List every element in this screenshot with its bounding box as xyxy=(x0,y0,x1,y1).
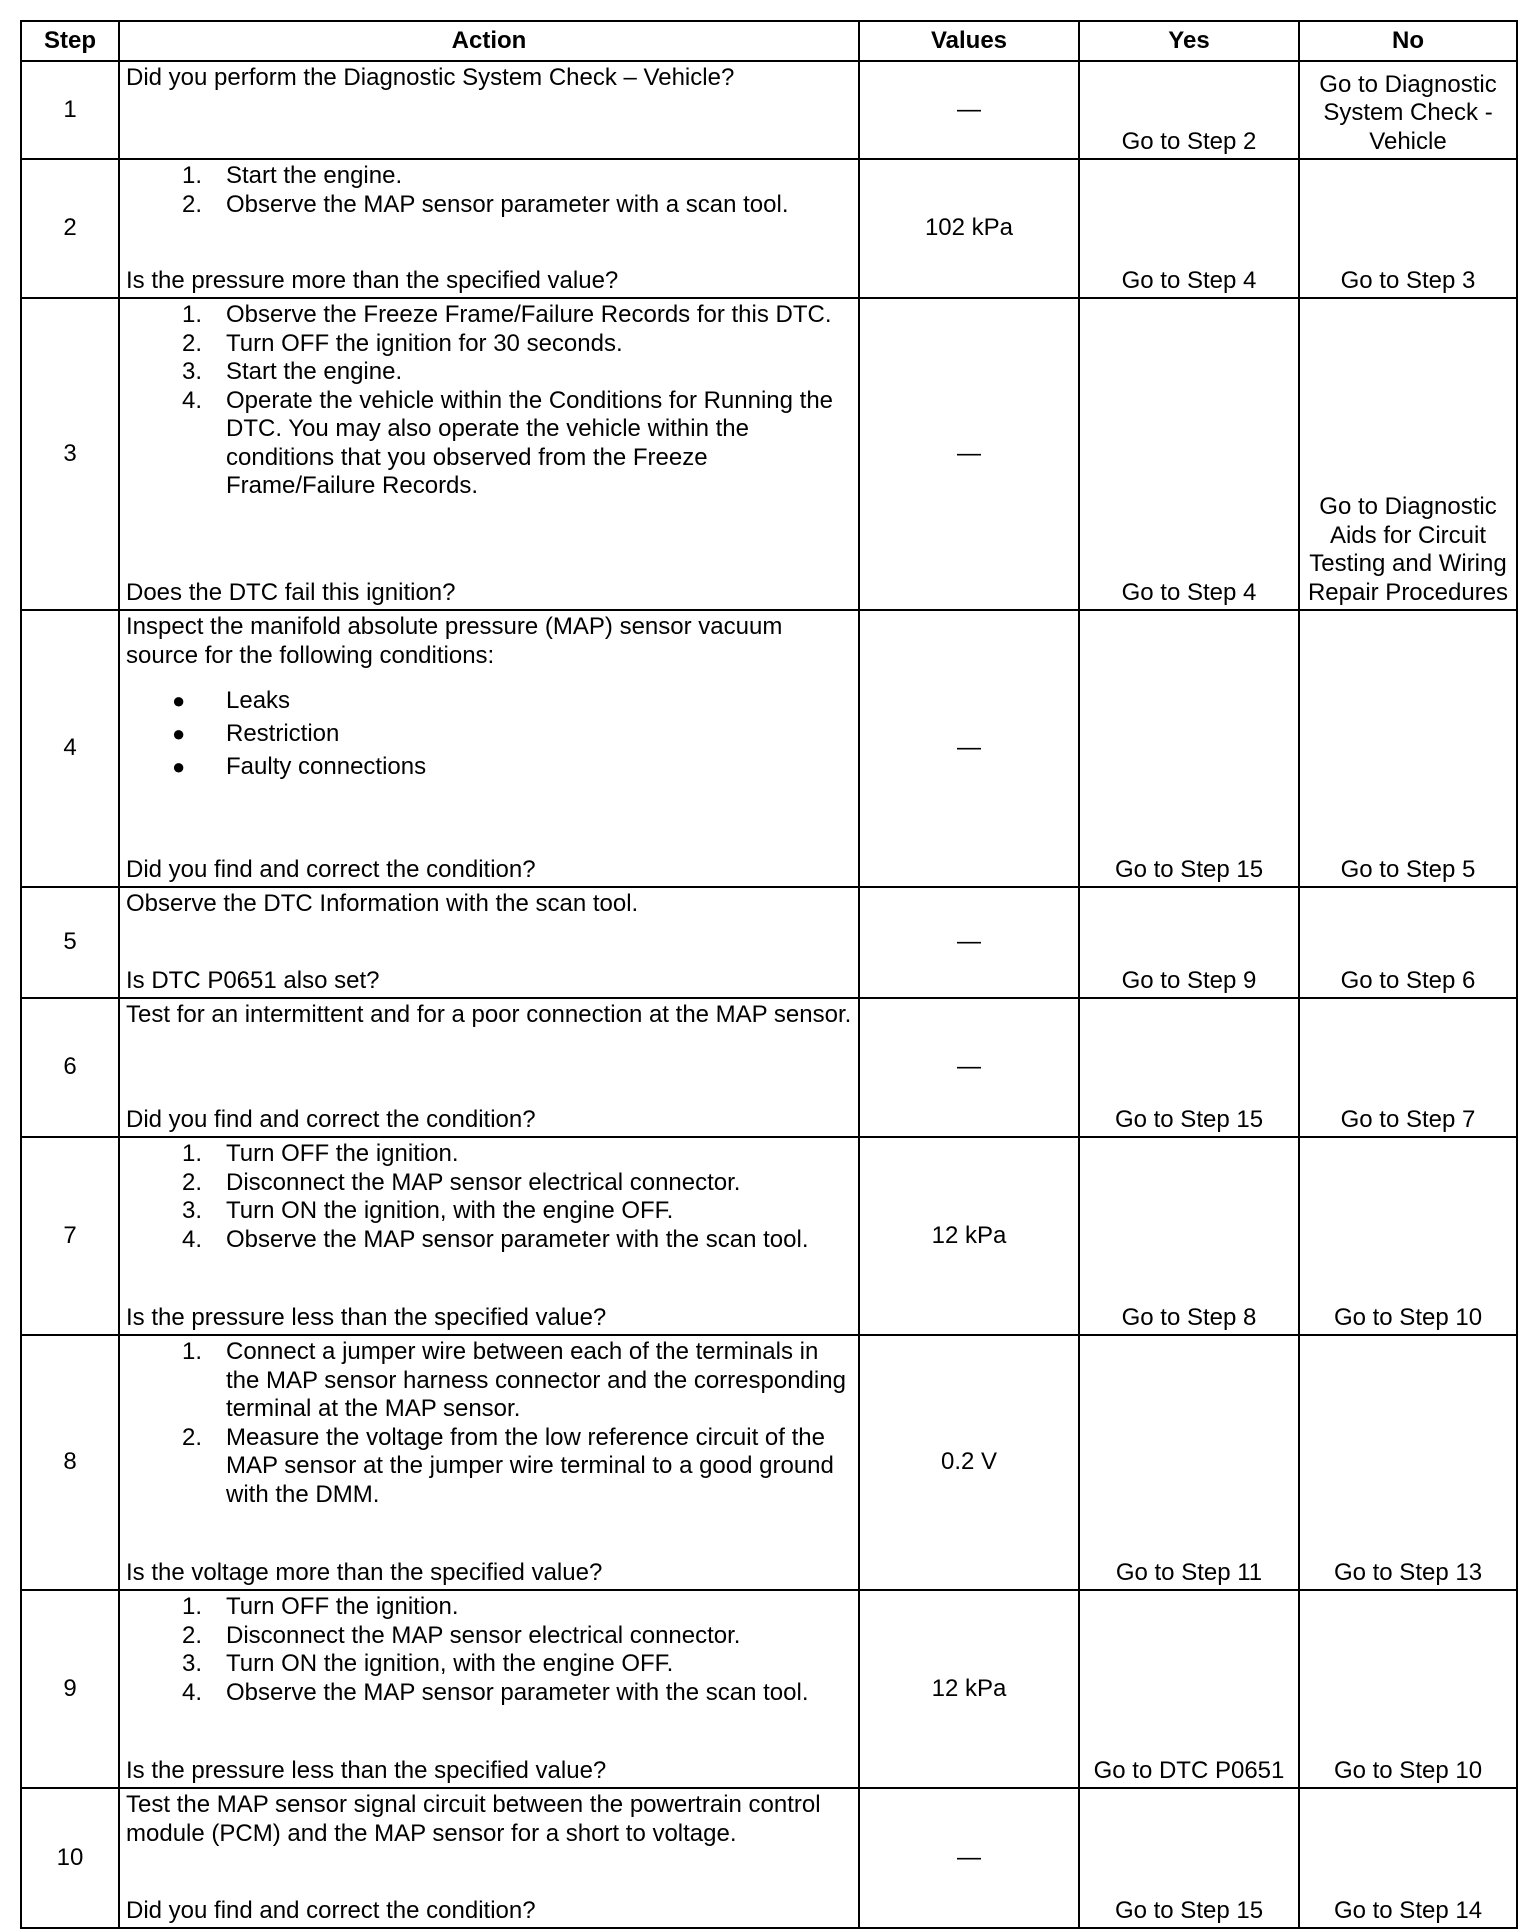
diagnostic-table xyxy=(20,20,1518,1929)
action-cell xyxy=(119,998,859,1137)
header-row xyxy=(21,21,1517,61)
action-steps xyxy=(126,162,852,219)
action-cell xyxy=(119,1335,859,1590)
action-question: Is the pressure less than the specified value? xyxy=(126,1756,607,1784)
list-item: ● Leaks xyxy=(172,687,291,714)
yes-cell xyxy=(1079,298,1299,610)
action-steps xyxy=(126,1338,852,1509)
list-item: 4. Observe the MAP sensor parameter with the scan tool. xyxy=(181,1678,809,1706)
condition-list xyxy=(126,684,852,783)
value-cell: — xyxy=(859,61,1079,159)
action-cell xyxy=(119,1590,859,1788)
value-cell: 12 kPa xyxy=(859,1137,1079,1335)
no-result: Go to Diagnostic Aids for Circuit Testing and Wiring Repair Procedures xyxy=(1307,493,1509,606)
yes-result: Go to Step 15 xyxy=(1114,1896,1264,1924)
action-cell xyxy=(119,887,859,998)
action-steps xyxy=(126,1593,852,1707)
step-number: 3 xyxy=(21,298,119,610)
list-item: 2. Turn OFF the ignition for 30 seconds. xyxy=(181,329,623,357)
action-question: Is the pressure more than the specified value? xyxy=(126,266,619,294)
step-number: 5 xyxy=(21,887,119,998)
list-item: 3. Turn ON the ignition, with the engine OFF. xyxy=(181,1197,674,1224)
table-row xyxy=(21,1788,1517,1928)
action-cell xyxy=(119,298,859,610)
action-question: Is the pressure less than the specified value? xyxy=(126,1303,607,1331)
list-item: ● Restriction xyxy=(172,720,340,747)
action-question: Did you find and correct the condition? xyxy=(126,1896,536,1924)
action-intro: Test for an intermittent and for a poor connection at the MAP sensor. xyxy=(126,1001,852,1028)
value-cell: 12 kPa xyxy=(859,1590,1079,1788)
table-row xyxy=(21,887,1517,998)
no-cell xyxy=(1299,1788,1517,1928)
no-cell xyxy=(1299,610,1517,887)
no-cell xyxy=(1299,887,1517,998)
no-result: Go to Step 6 xyxy=(1340,966,1476,994)
no-cell xyxy=(1299,1137,1517,1335)
action-question: Did you find and correct the condition? xyxy=(126,855,536,883)
list-item: 2. Measure the voltage from the low reference circuit of the MAP sensor at the jumper wire terminal to a good ground with the DMM. xyxy=(181,1423,834,1508)
action-cell xyxy=(119,61,859,159)
no-result: Go to Step 7 xyxy=(1340,1105,1476,1133)
table-row xyxy=(21,998,1517,1137)
step-number: 2 xyxy=(21,159,119,298)
list-item: 3. Start the engine. xyxy=(181,358,403,385)
list-item: 4. Observe the MAP sensor parameter with the scan tool. xyxy=(181,1225,809,1253)
yes-result: Go to DTC P0651 xyxy=(1093,1756,1285,1784)
action-intro: Did you perform the Diagnostic System Check – Vehicle? xyxy=(126,64,735,91)
value-cell: — xyxy=(859,1788,1079,1928)
list-item: 1. Connect a jumper wire between each of the terminals in the MAP sensor harness connector and the corresponding terminal at the MAP sensor. xyxy=(181,1338,846,1422)
no-cell xyxy=(1299,1590,1517,1788)
yes-cell xyxy=(1079,159,1299,298)
value-cell: — xyxy=(859,998,1079,1137)
yes-cell xyxy=(1079,1137,1299,1335)
step-number: 9 xyxy=(21,1590,119,1788)
header-no: No xyxy=(1299,21,1517,61)
action-question: Is the voltage more than the specified value? xyxy=(126,1558,603,1586)
list-item: 2. Observe the MAP sensor parameter with a scan tool. xyxy=(181,190,789,218)
action-intro: Observe the DTC Information with the scan tool. xyxy=(126,890,639,917)
no-result: Go to Step 3 xyxy=(1340,266,1476,294)
table-row xyxy=(21,610,1517,887)
action-steps xyxy=(126,1140,852,1254)
header-yes: Yes xyxy=(1079,21,1299,61)
action-cell xyxy=(119,1137,859,1335)
list-item: 2. Disconnect the MAP sensor electrical connector. xyxy=(181,1621,741,1649)
value-cell: — xyxy=(859,298,1079,610)
yes-cell xyxy=(1079,1590,1299,1788)
no-result: Go to Step 14 xyxy=(1333,1896,1483,1924)
no-result: Go to Step 10 xyxy=(1333,1303,1483,1331)
yes-result: Go to Step 15 xyxy=(1114,855,1264,883)
action-question: Did you find and correct the condition? xyxy=(126,1105,536,1133)
table-row xyxy=(21,298,1517,610)
no-result: Go to Step 13 xyxy=(1333,1558,1483,1586)
yes-result: Go to Step 15 xyxy=(1114,1105,1264,1133)
value-cell: — xyxy=(859,610,1079,887)
action-cell xyxy=(119,610,859,887)
no-cell xyxy=(1299,159,1517,298)
yes-result: Go to Step 8 xyxy=(1121,1303,1257,1331)
list-item: 1. Turn OFF the ignition. xyxy=(181,1593,459,1620)
yes-cell xyxy=(1079,61,1299,159)
list-item: 1. Turn OFF the ignition. xyxy=(181,1140,459,1167)
no-result: Go to Step 5 xyxy=(1340,855,1476,883)
action-cell xyxy=(119,159,859,298)
no-result: Go to Step 10 xyxy=(1333,1756,1483,1784)
no-cell xyxy=(1299,998,1517,1137)
yes-cell xyxy=(1079,1335,1299,1590)
list-item: 4. Operate the vehicle within the Conditions for Running the DTC. You may also operate the vehicle within the conditions that you observed from the Freeze Frame/Failure Records. xyxy=(181,386,834,499)
table-row xyxy=(21,1590,1517,1788)
no-result: Go to Diagnostic System Check - Vehicle xyxy=(1319,70,1497,155)
value-cell: 102 kPa xyxy=(859,159,1079,298)
action-steps xyxy=(126,301,852,501)
table-row xyxy=(21,1137,1517,1335)
action-intro: Test the MAP sensor signal circuit between the powertrain control module (PCM) and the MAP sensor for a short to voltage. xyxy=(126,1791,821,1847)
action-intro: Inspect the manifold absolute pressure (MAP) sensor vacuum source for the following conditions: xyxy=(126,613,783,669)
step-number: 10 xyxy=(21,1788,119,1928)
yes-cell xyxy=(1079,1788,1299,1928)
header-action: Action xyxy=(119,21,859,61)
table-row xyxy=(21,61,1517,159)
step-number: 8 xyxy=(21,1335,119,1590)
list-item: 2. Disconnect the MAP sensor electrical connector. xyxy=(181,1168,741,1196)
yes-cell xyxy=(1079,610,1299,887)
header-values: Values xyxy=(859,21,1079,61)
no-cell xyxy=(1299,298,1517,610)
header-step: Step xyxy=(21,21,119,61)
yes-result: Go to Step 2 xyxy=(1121,127,1257,155)
step-number: 4 xyxy=(21,610,119,887)
table-row xyxy=(21,1335,1517,1590)
no-cell xyxy=(1299,1335,1517,1590)
value-cell: — xyxy=(859,887,1079,998)
yes-result: Go to Step 9 xyxy=(1121,966,1257,994)
step-number: 7 xyxy=(21,1137,119,1335)
no-cell xyxy=(1299,61,1517,159)
yes-result: Go to Step 4 xyxy=(1121,578,1257,606)
list-item: 1. Observe the Freeze Frame/Failure Records for this DTC. xyxy=(181,301,832,328)
list-item: ● Faulty connections xyxy=(172,753,427,780)
list-item: 3. Turn ON the ignition, with the engine OFF. xyxy=(181,1650,674,1677)
action-question: Does the DTC fail this ignition? xyxy=(126,578,456,606)
yes-result: Go to Step 11 xyxy=(1115,1558,1263,1586)
table-row xyxy=(21,159,1517,298)
action-question: Is DTC P0651 also set? xyxy=(126,966,380,994)
yes-cell xyxy=(1079,998,1299,1137)
yes-cell xyxy=(1079,887,1299,998)
list-item: 1. Start the engine. xyxy=(181,162,403,189)
yes-result: Go to Step 4 xyxy=(1121,266,1257,294)
step-number: 1 xyxy=(21,61,119,159)
value-cell: 0.2 V xyxy=(859,1335,1079,1590)
step-number: 6 xyxy=(21,998,119,1137)
action-cell xyxy=(119,1788,859,1928)
